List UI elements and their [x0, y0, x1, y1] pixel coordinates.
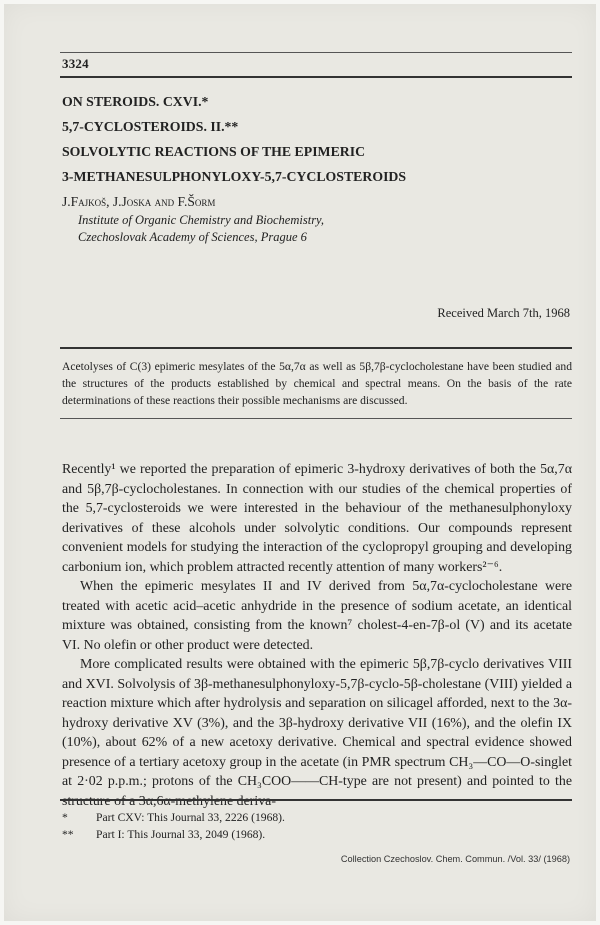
- footnote-rule: [60, 799, 572, 801]
- footnote-mark: *: [62, 811, 68, 824]
- footnote-text: Part I: This Journal 33, 2049 (1968).: [96, 828, 266, 841]
- body-paragraph-1: Recently¹ we reported the preparation of epimeric 3-hydroxy derivatives of both the 5α,7α and 5β,7β-cyclocholestanes. In connection with our studies of the chemical properties of the 5,7-cyclosteroids we were interested in the behaviour of the methanesulphonyloxy derivatives of these alcohols under solvolytic conditions. Our compounds represent convenient models for studying the interaction of the cyclopropyl grouping and developing carbonium ion, which problem attracted recently attention of many workers²⁻⁶.: [62, 462, 572, 575]
- footnote-mark: **: [62, 828, 74, 841]
- journal-footer: Collection Czechoslov. Chem. Commun. /Vol. 33/ (1968): [340, 854, 570, 864]
- footnotes: [62, 809, 285, 843]
- abstract-top-rule: [60, 347, 572, 349]
- body-paragraph-3: More complicated results were obtained with the epimeric 5β,7β-cyclo derivatives VIII and XVI. Solvolysis of 3β-methanesulphonyloxy-5,7β-cyclo-5β-cholestane (VIII) yielded a reaction mixture which after hydrolysis and separation on silicagel afforded, next to the 3α-hydroxy derivative XV (3%), and the 3β-hydroxy derivative VII (16%), and the olefin IX (10%), about 62% of a new acetoxy derivative. Chemical and spectral evidence showed presence of a tertiary acetoxy group in the acetate (in PMR spectrum CH₃—CO—O-singlet at 2·02 p.p.m.; protons of the CH₃COO——CH-type are not present) and pointed to the structure of a 3α,6α-methylene deriva-: [62, 657, 572, 809]
- footnote: [62, 826, 285, 843]
- footnote-text: Part CXV: This Journal 33, 2226 (1968).: [96, 811, 285, 824]
- header-rule: [60, 76, 572, 78]
- affiliation: [78, 212, 324, 246]
- top-rule: [60, 52, 572, 53]
- title-line-4: 3-METHANESULPHONYLOXY-5,7-CYCLOSTEROIDS: [62, 169, 407, 184]
- footnote: [62, 809, 285, 826]
- received-date: Received March 7th, 1968: [437, 306, 570, 320]
- abstract: Acetolyses of C(3) epimeric mesylates of the 5α,7α as well as 5β,7β-cyclocholestane have been studied and the structures of the products established by chemical and spectral means. On the basis of the rate determinations of these reactions their possible mechanisms are discussed.: [62, 360, 572, 407]
- article-body: [62, 460, 572, 811]
- body-paragraph-2: When the epimeric mesylates II and IV derived from 5α,7α-cyclocholestane were treated with acetic acid–acetic anhydride in the presence of sodium acetate, an identical mixture was obtained, consisting from the known⁷ cholest-4-en-7β-ol (V) and its acetate VI. No olefin or other product were detected.: [62, 579, 572, 653]
- affiliation-line-2: Czechoslovak Academy of Sciences, Prague 6: [78, 230, 307, 244]
- affiliation-line-1: Institute of Organic Chemistry and Biochemistry,: [78, 213, 325, 227]
- title-line-1: ON STEROIDS. CXVI.*: [62, 94, 209, 109]
- article-title: [62, 92, 562, 187]
- title-line-2: 5,7-CYCLOSTEROIDS. II.**: [62, 119, 239, 134]
- title-line-3: SOLVOLYTIC REACTIONS OF THE EPIMERIC: [62, 144, 366, 159]
- abstract-bottom-rule: [60, 418, 572, 419]
- page-number: 3324: [62, 56, 89, 71]
- authors: J.Fajkoš, J.Joska and F.Šorm: [62, 194, 216, 209]
